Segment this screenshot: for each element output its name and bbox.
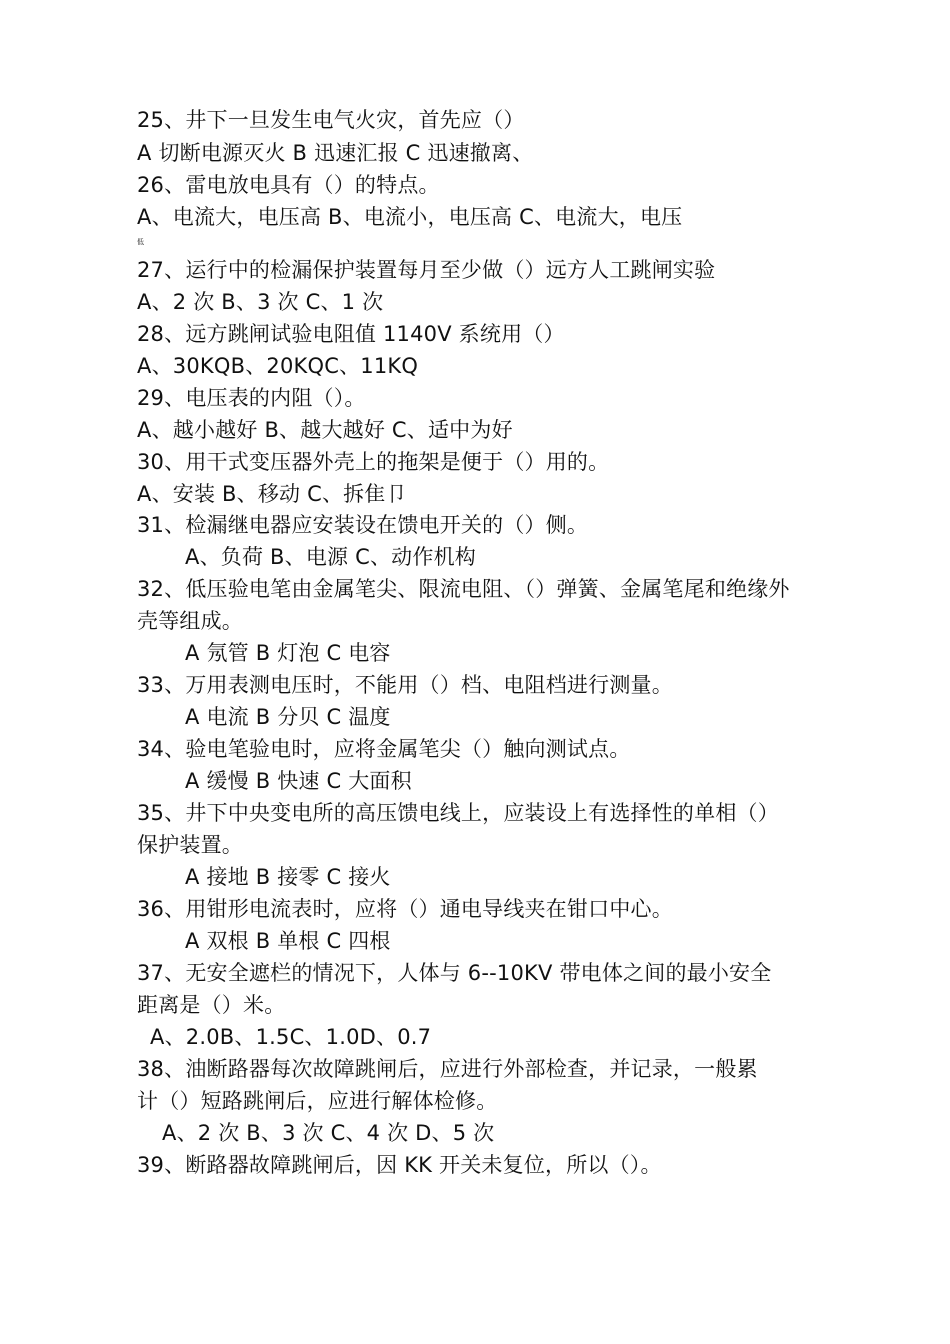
question-30: 30、用干式变压器外壳上的拖架是便于（）用的。: [137, 450, 610, 474]
options-26-continuation: 低: [137, 238, 145, 246]
options-36: A 双根 B 单根 C 四根: [185, 929, 391, 953]
question-38: 38、油断路器每次故障跳闸后，应进行外部检查，并记录，一般累: [137, 1057, 758, 1081]
options-32: A 氖管 B 灯泡 C 电容: [185, 641, 391, 665]
options-25: A 切断电源灭火 B 迅速汇报 C 迅速撤离、: [137, 141, 534, 165]
question-37: 37、无安全遮栏的情况下，人体与 6--10KV 带电体之间的最小安全: [137, 961, 772, 985]
question-32-continuation: 壳等组成。: [137, 609, 243, 633]
question-29: 29、电压表的内阻（）。: [137, 386, 366, 410]
question-34: 34、验电笔验电时，应将金属笔尖（）触向测试点。: [137, 737, 631, 761]
options-31: A、负荷 B、电源 C、动作机构: [185, 545, 476, 569]
options-33: A 电流 B 分贝 C 温度: [185, 705, 391, 729]
question-33: 33、万用表测电压时，不能用（）档、电阻档进行测量。: [137, 673, 673, 697]
options-35: A 接地 B 接零 C 接火: [185, 865, 391, 889]
question-27: 27、运行中的检漏保护装置每月至少做（）远方人工跳闸实验: [137, 258, 716, 282]
question-36: 36、用钳形电流表时，应将（）通电导线夹在钳口中心。: [137, 897, 673, 921]
question-38-continuation: 计（）短路跳闸后，应进行解体检修。: [137, 1089, 498, 1113]
options-30: A、安装 B、移动 C、拆隹卩: [137, 482, 407, 506]
options-38: A、2 次 B、3 次 C、4 次 D、5 次: [162, 1121, 495, 1145]
options-29: A、越小越好 B、越大越好 C、适中为好: [137, 418, 513, 442]
options-27: A、2 次 B、3 次 C、1 次: [137, 290, 384, 314]
options-37: A、2.0B、1.5C、1.0D、0.7: [150, 1025, 432, 1049]
question-35: 35、井下中央变电所的高压馈电线上，应装设上有选择性的单相（）: [137, 801, 779, 825]
question-35-continuation: 保护装置。: [137, 833, 243, 857]
question-25: 25、井下一旦发生电气火灾，首先应（）: [137, 108, 525, 132]
question-31: 31、检漏继电器应安装设在馈电开关的（）侧。: [137, 513, 589, 537]
question-26: 26、雷电放电具有（）的特点。: [137, 173, 440, 197]
question-28: 28、远方跳闸试验电阻值 1140V 系统用（）: [137, 322, 565, 346]
options-26: A、电流大，电压高 B、电流小，电压高 C、电流大，电压: [137, 205, 683, 229]
question-39: 39、断路器故障跳闸后，因 KK 开关未复位，所以（）。: [137, 1153, 662, 1177]
options-28: A、30KQB、20KQC、11KQ: [137, 354, 419, 378]
question-32: 32、低压验电笔由金属笔尖、限流电阻、（）弹簧、金属笔尾和绝缘外: [137, 577, 790, 601]
question-37-continuation: 距离是（）米。: [137, 993, 286, 1017]
options-34: A 缓慢 B 快速 C 大面积: [185, 769, 412, 793]
